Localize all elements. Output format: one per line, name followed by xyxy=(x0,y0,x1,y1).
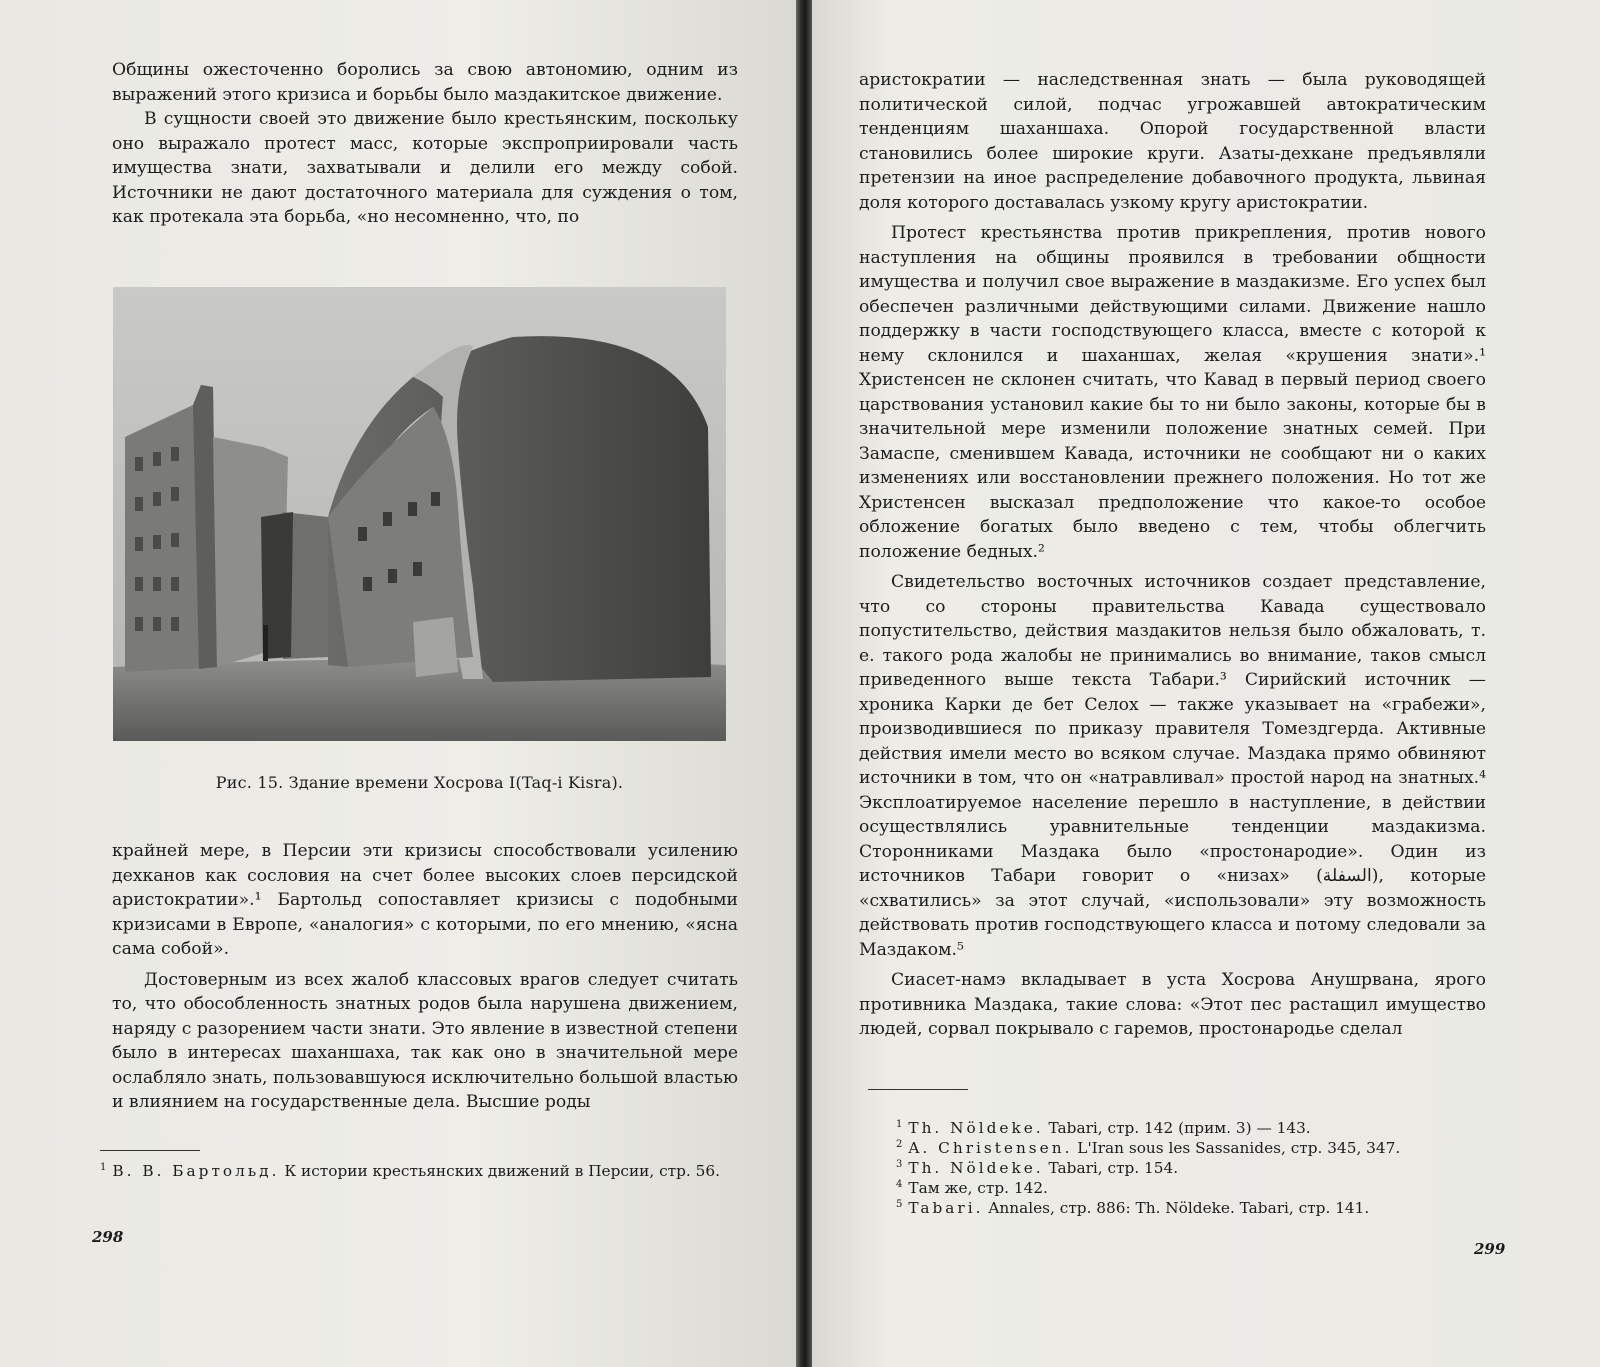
right-paragraph-3: Свидетельство восточных источников создает представление, что со стороны правительства Кавада существовало попустительство, действия маздакитов нельзя было обжаловать, т. е. такого рода жалобы не принимались во внимание, таков смысл приведенного выше текста Табари.³ Сирийский источник — хроника Карки де бет Селох — также указывает на «грабежи», производившиеся по приказу правителя Томездгерда. Активные действия имели место во всяком случае. Маздака прямо обвиняют источники в том, что он «натравливал» простой народ на знатных.⁴ Эксплоатируемое население перешло в наступление, в действии осуществлялись уравнительные тенденции маздакизма. Сторонниками Маздака было «простонародие». Один из источников Табари говорит о «низах» (السفلة), которые «схватились» за этот случай, «использовали» эту возможность действовать против господствующего класса и потому следовали за Маздаком.⁵ xyxy=(859,572,1486,960)
footnote-author: Th. Nöldeke. xyxy=(908,1159,1044,1177)
right-text xyxy=(859,68,1486,1042)
right-footnote-4 xyxy=(896,1178,1494,1198)
footnote-number: 5 xyxy=(896,1198,903,1210)
left-paragraph-1: Общины ожесточенно боролись за свою автономию, одним из выражений этого кризиса и борьбы было маздакитское движение. xyxy=(112,60,738,105)
footnote-author: A. Christensen. xyxy=(908,1139,1073,1157)
footnote-number: 4 xyxy=(896,1178,903,1190)
footnote-number: 2 xyxy=(896,1138,903,1150)
left-footnote-rule xyxy=(100,1150,200,1151)
left-footnote-1 xyxy=(100,1161,738,1181)
left-paragraph-3: крайней мере, в Персии эти кризисы способствовали усилению дехканов как сословия на счет более высоких слоев персидской аристократии».¹ Бартольд сопоставляет кризисы с подобными кризисами в Европе, «аналогия» с которыми, по его мнению, «ясна сама собой». xyxy=(112,841,738,959)
left-text-top xyxy=(112,58,738,230)
right-footnote-2 xyxy=(896,1138,1494,1158)
left-paragraph-4: Достоверным из всех жалоб классовых врагов следует считать то, что обособленность знатных родов была нарушена движением, наряду с разорением части знати. Это явление в известной степени было в интересах шаханшаха, так как оно в значительной мере ослабляло знать, пользовавшуюся исключительно большой властью и влиянием на государственные дела. Высшие роды xyxy=(112,969,738,1112)
footnote-author: Th. Nöldeke. xyxy=(908,1119,1044,1137)
footnote-text: Annales, стр. 886: Th. Nöldeke. Tabari, стр. 141. xyxy=(983,1199,1370,1217)
right-paragraph-2: Протест крестьянства против прикрепления, против нового наступления на общины проявился в требовании общности имущества и получил свое выражение в маздакизме. Его успех был обеспечен различными действующими силами. Движение нашло поддержку в части господствующего класса, вместе с которой к нему склонился и шаханшах, желая «крушения знати».¹ Христенсен не склонен считать, что Кавад в первый период своего царствования установил какие бы то ни было законы, которые бы в значительной мере изменили положение знатных семей. При Замаспе, сменившем Кавада, источники не сообщают ни о каких изменениях или восстановлении прежнего положения. Но тот же Христенсен высказал предположение что какое-то особое обложение богатых было введено с тем, чтобы облегчить положение бедных.² xyxy=(859,223,1486,562)
right-footnote-1 xyxy=(896,1118,1494,1138)
book-gutter xyxy=(796,0,812,1367)
right-footnote-rule xyxy=(868,1089,968,1090)
footnote-author: Tabari. xyxy=(908,1199,984,1217)
footnote-text: К истории крестьянских движений в Персии, стр. 56. xyxy=(279,1162,720,1180)
right-page-number: 299 xyxy=(1474,1240,1506,1258)
footnote-text: L'Iran sous les Sassanides, стр. 345, 347. xyxy=(1072,1139,1401,1157)
right-footnote-5 xyxy=(896,1198,1494,1218)
footnote-text: Tabari, стр. 142 (прим. 3) — 143. xyxy=(1043,1119,1311,1137)
left-paragraph-2: В сущности своей это движение было крестьянским, поскольку оно выражало протест масс, которые экспроприировали часть имущества знати, захватывали и делили его между собой. Источники не дают достаточного материала для суждения о том, как протекала эта борьба, «но несомненно, что, по xyxy=(112,109,738,227)
right-paragraph-1: аристократии — наследственная знать — была руководящей политической силой, подчас угрожавшей автократическим тенденциям шаханшаха. Опорой государственной власти становились более широкие круги. Азаты-дехкане предъявляли претензии на иное распределение добавочного продукта, львиная доля которого доставалась узкому кругу аристократии. xyxy=(859,70,1486,213)
taq-i-kisra-photo xyxy=(113,287,726,741)
footnote-number: 1 xyxy=(100,1161,107,1173)
footnote-number: 1 xyxy=(896,1118,903,1130)
footnote-number: 3 xyxy=(896,1158,903,1170)
right-footnote-3 xyxy=(896,1158,1494,1178)
left-page-number: 298 xyxy=(92,1228,124,1246)
footnote-text: Tabari, стр. 154. xyxy=(1043,1159,1179,1177)
right-paragraph-4: Сиасет-намэ вкладывает в уста Хосрова Анушрвана, ярого противника Маздака, такие слова: «Этот пес растащил имущество людей, сорвал покрывало с гаремов, простонародье сделал xyxy=(859,970,1486,1039)
footnote-author: В. В. Бартольд. xyxy=(112,1162,280,1180)
footnote-text: Там же, стр. 142. xyxy=(908,1179,1048,1197)
left-footnotes xyxy=(100,1161,738,1181)
figure-taq-i-kisra xyxy=(113,287,726,741)
figure-caption: Рис. 15. Здание времени Хосрова I(Taq-i Kisra). xyxy=(215,773,624,792)
left-text-bottom xyxy=(112,839,738,1115)
right-footnotes xyxy=(896,1118,1494,1218)
